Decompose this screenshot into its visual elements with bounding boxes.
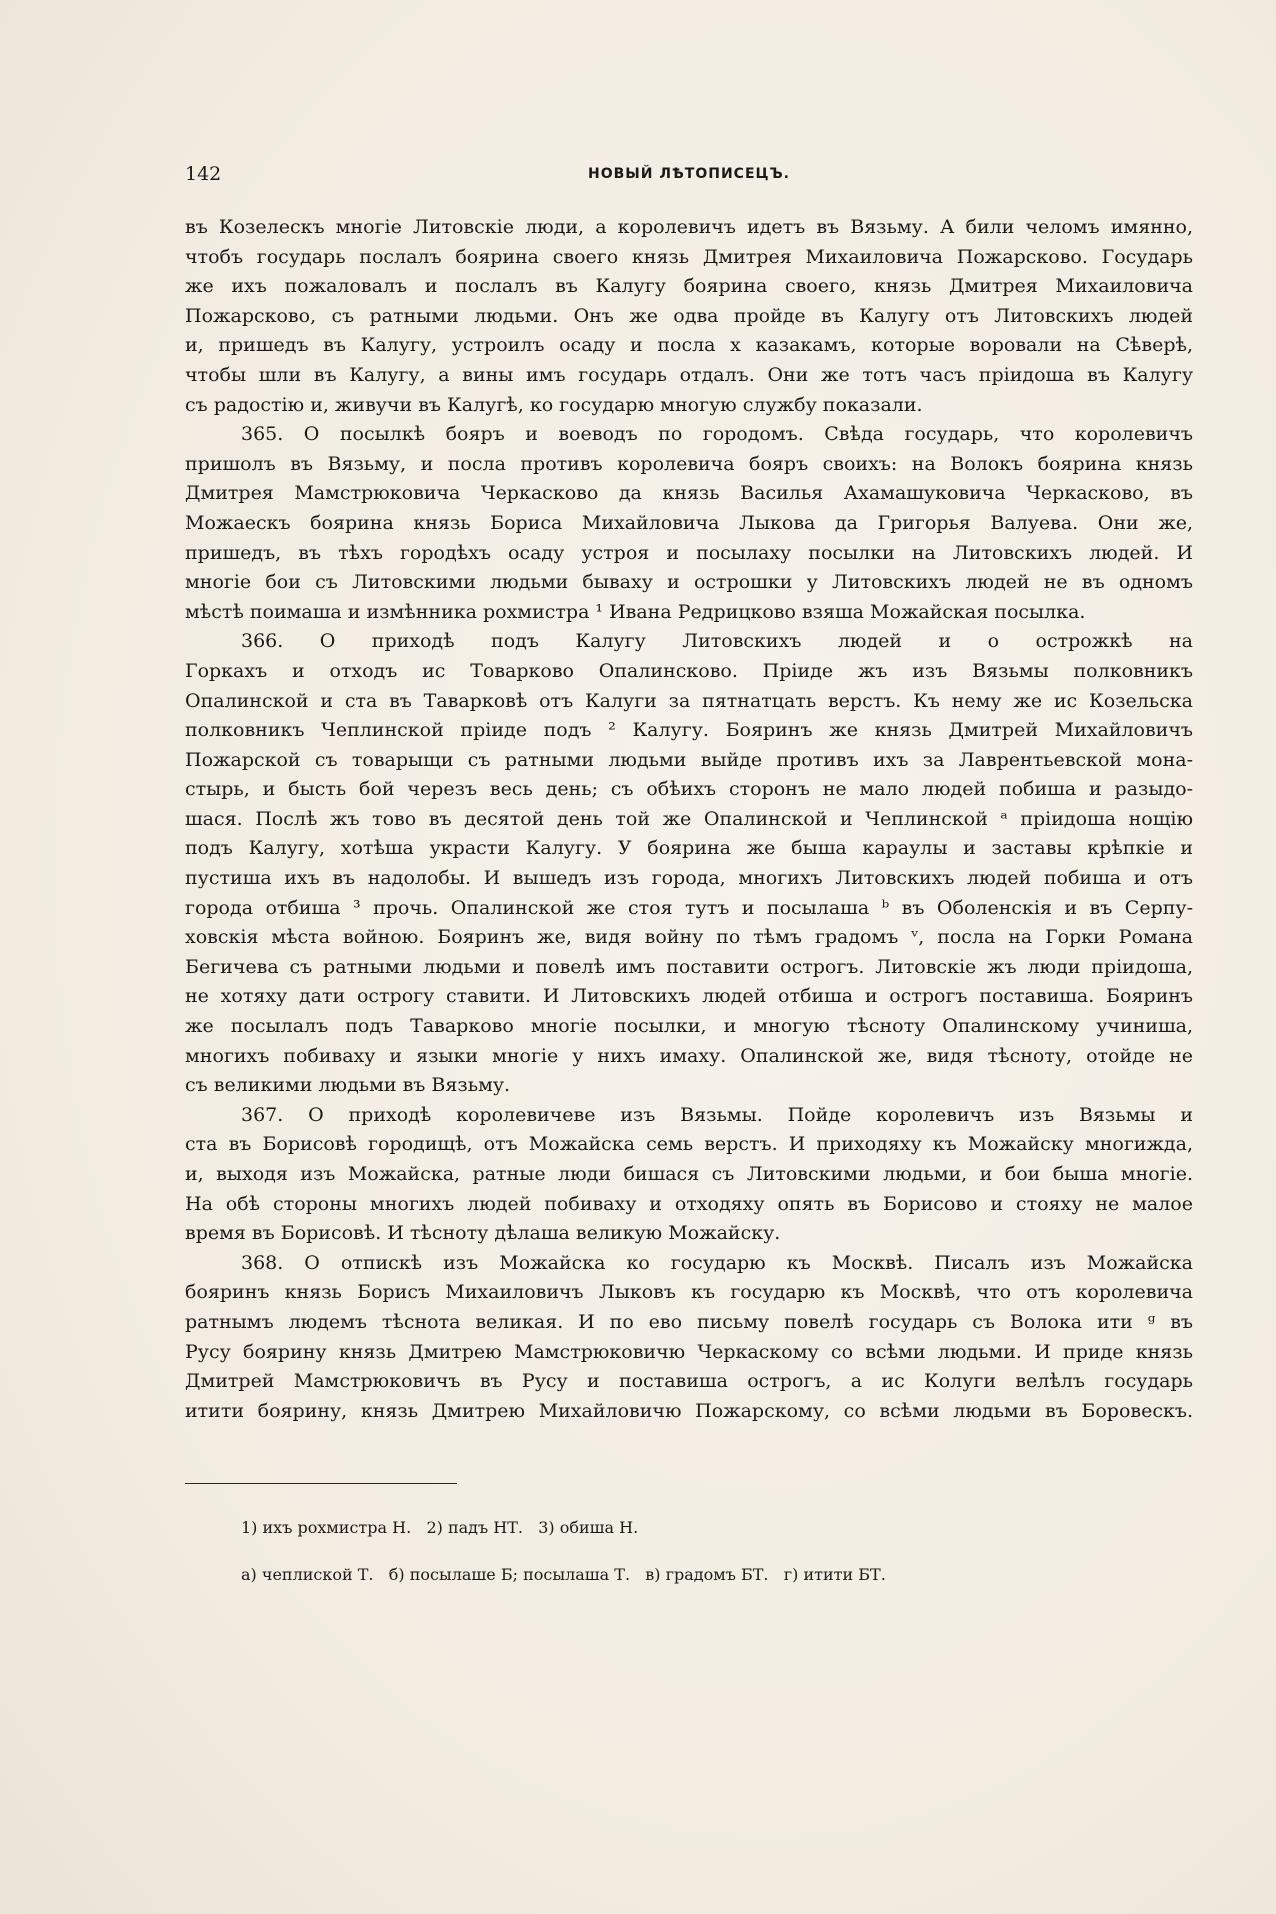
text-line: Опалинской и ста въ Таварковѣ отъ Калуги за пятнатцать верстъ. Къ нему же ис Козельска bbox=[185, 689, 1193, 712]
text-line: ховскія мѣста войною. Бояринъ же, видя войну по тѣмъ градомъ ᵛ, посла на Горки Романа bbox=[185, 926, 1193, 949]
text-line: шася. Послѣ жъ тово въ десятой день той же Опалинской и Чеплинской ᵃ пріидоша нощію bbox=[185, 807, 1193, 830]
text-line: же ихъ пожаловалъ и послалъ въ Калугу боярина своего, князь Дмитрея Михаиловича bbox=[185, 275, 1193, 298]
text-line: и, пришедъ въ Калугу, устроилъ осаду и посла х казакамъ, которые воровали на Сѣверѣ, bbox=[185, 334, 1193, 357]
text-line: Дмитрей Мамстрюковичъ въ Русу и поставиша острогъ, а ис Колуги велѣлъ государь bbox=[185, 1370, 1193, 1393]
footnote-numbered: 1) ихъ рохмистра Н. 2) падъ НТ. 3) обиша Н. bbox=[241, 1518, 639, 1537]
text-line: пришедъ, въ тѣхъ городѣхъ осаду устроя и посылаху посылки на Литовскихъ людей. И bbox=[185, 541, 1193, 564]
running-title: НОВЫЙ ЛѢТОПИСЕЦЪ. bbox=[588, 166, 790, 182]
text-line: подъ Калугу, хотѣша украсти Калугу. У боярина же быша караулы и заставы крѣпкіе и bbox=[185, 837, 1193, 860]
text-line: и, выходя изъ Можайска, ратные люди бишася съ Литовскими людьми, и бои быша многіе. bbox=[185, 1163, 1193, 1185]
text-line: мѣстѣ поимаша и измѣнника рохмистра ¹ Ивана Редрицково взяша Можайская посылка. bbox=[185, 600, 1086, 623]
text-line: Русу боярину князь Дмитрею Мамстрюковичю Черкаскому со всѣми людьми. И приде князь bbox=[185, 1340, 1193, 1363]
text-line: Можаескъ боярина князь Бориса Михайловича Лыкова да Григорья Валуева. Они же, bbox=[185, 511, 1193, 534]
text-line: Пожарсково, съ ратными людьми. Онъ же одва пройде въ Калугу отъ Литовскихъ людей bbox=[185, 304, 1193, 327]
text-line: же посылалъ подъ Таварково многіе посылки, и многую тѣсноту Опалинскому учиниша, bbox=[185, 1015, 1193, 1038]
text-line: чтобъ государь послалъ боярина своего князь Дмитрея Михаиловича Пожарсково. Государь bbox=[185, 245, 1193, 268]
section-heading-line: 367. О приходѣ королевичеве изъ Вязьмы. Пойде королевичъ изъ Вязьмы и bbox=[241, 1103, 1193, 1126]
text-line: бояринъ князь Борисъ Михаиловичъ Лыковъ къ государю къ Москвѣ, что отъ королевича bbox=[185, 1281, 1193, 1304]
text-line: итити боярину, князь Дмитрею Михайловичю Пожарскому, со всѣми людьми въ Боровескъ. bbox=[185, 1399, 1193, 1422]
text-line: стырь, и бысть бой черезъ весь день; съ обѣихъ сторонъ не мало людей побиша и разыдо- bbox=[185, 778, 1193, 801]
section-heading-line: 366. О приходѣ подъ Калугу Литовскихъ людей и о острожкѣ на bbox=[241, 630, 1193, 653]
text-line: Дмитрея Мамстрюковича Черкасково да князь Василья Ахамашуковича Черкасково, въ bbox=[185, 482, 1193, 505]
text-line: время въ Борисовѣ. И тѣсноту дѣлаша великую Можайску. bbox=[185, 1222, 781, 1245]
text-line: Пожарской съ товарыщи съ ратными людьми выйде противъ ихъ за Лаврентьевской мона- bbox=[185, 748, 1193, 771]
text-line: чтобы шли въ Калугу, а вины имъ государь отдалъ. Они же тотъ часъ пріидоша въ Калугу bbox=[185, 363, 1193, 386]
text-line: ста въ Борисовѣ городищѣ, отъ Можайска семь верстъ. И приходяху къ Можайску многижда, bbox=[185, 1133, 1193, 1156]
section-heading-line: 365. О посылкѣ бояръ и воеводъ по городомъ. Свѣда государь, что королевичъ bbox=[241, 423, 1193, 446]
text-line: въ Козелескъ многіе Литовскіе люди, а королевичъ идетъ въ Вязьму. А били челомъ имянно, bbox=[185, 216, 1193, 238]
text-line: пришолъ въ Вязьму, и посла противъ королевича бояръ своихъ: на Волокъ боярина князь bbox=[185, 452, 1193, 475]
footnotes bbox=[241, 1518, 1191, 1585]
text-line: Горкахъ и отходъ ис Товарково Опалинсково. Пріиде жъ изъ Вязьмы полковникъ bbox=[185, 659, 1193, 682]
page-number: 142 bbox=[185, 163, 222, 185]
text-line: съ великими людьми въ Вязьму. bbox=[185, 1074, 511, 1097]
text-line: съ радостію и, живучи въ Калугѣ, ко государю многую службу показали. bbox=[185, 393, 923, 416]
text-line: полковникъ Чеплинской пріиде подъ ² Калугу. Бояринъ же князь Дмитрей Михайловичъ bbox=[185, 719, 1193, 742]
text-line: города отбиша ³ прочь. Опалинской же стоя тутъ и посылаша ᵇ въ Оболенскія и въ Серпу- bbox=[185, 896, 1193, 919]
text-line: не хотяху дати острогу ставити. И Литовскихъ людей отбиша и острогъ поставиша. Бояринъ bbox=[185, 985, 1193, 1008]
section-heading-line: 368. О отпискѣ изъ Можайска ко государю къ Москвѣ. Писалъ изъ Можайска bbox=[241, 1251, 1193, 1274]
page-header bbox=[185, 163, 1193, 191]
text-line: Бегичева съ ратными людьми и повелѣ имъ поставити острогъ. Литовскіе жъ люди пріидоша, bbox=[185, 955, 1193, 978]
text-line: многихъ побиваху и языки многіе у нихъ имаху. Опалинской же, видя тѣсноту, отойде не bbox=[185, 1044, 1193, 1067]
text-line: ратнымъ людемъ тѣснота великая. И по ево письму повелѣ государь съ Волока ити ᵍ въ bbox=[185, 1310, 1193, 1333]
text-line: пустиша ихъ въ надолобы. И вышедъ изъ города, многихъ Литовскихъ людей побиша и отъ bbox=[185, 867, 1193, 890]
text-line: многіе бои съ Литовскими людьми бываху и острошки у Литовскихъ людей не въ одномъ bbox=[185, 571, 1193, 594]
main-text bbox=[185, 213, 1193, 1426]
footnote-divider bbox=[185, 1483, 457, 1484]
text-line: На обѣ стороны многихъ людей побиваху и отходяху опять въ Борисово и стояху не малое bbox=[185, 1192, 1193, 1215]
footnote-lettered: а) чеплиской Т. б) посылаше Б; посылаша Т. в) градомъ БТ. г) итити БТ. bbox=[241, 1565, 886, 1584]
